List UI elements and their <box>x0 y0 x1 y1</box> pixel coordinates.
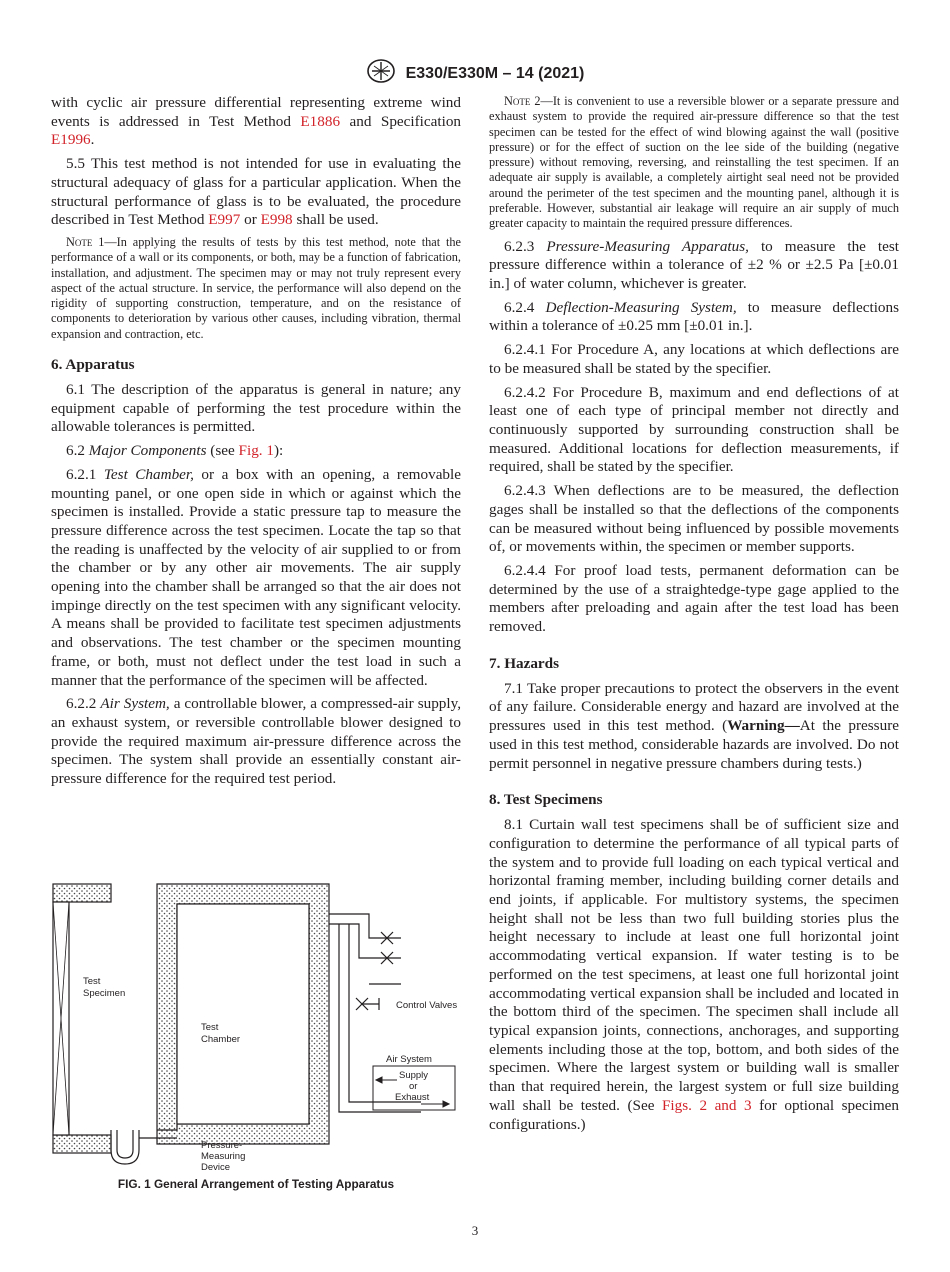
paragraph-6-2-4-3: 6.2.4.3 When deflections are to be measured, the deflection gages shall be installed so that the deflections of the components can be measured without being influenced by possible movements of, or movements within, the specimen or member supports. <box>489 482 899 556</box>
astm-logo-icon <box>366 58 396 89</box>
note-1: Note 1—In applying the results of tests by this test method, note that the performance of a wall or its components, or both, may be a function of fabrication, installation, and adjustment. The specimen may or may not truly represent every aspect of the actual structure. In service, the performance will also depend on the rigidity of supporting construction, temperature, and on the resistance of components to deterioration by various other causes, including vibration, thermal expansion and contraction, etc. <box>51 234 461 341</box>
label-exhaust: Exhaust <box>395 1092 430 1103</box>
label-chamber: Chamber <box>201 1034 241 1045</box>
right-column <box>489 94 899 1139</box>
label-chamber-test: Test <box>201 1022 219 1033</box>
label-measuring: Measuring <box>201 1151 246 1162</box>
section-8-heading: 8. Test Specimens <box>489 791 603 809</box>
page-number: 3 <box>471 1223 479 1238</box>
paragraph-6-2-4-2: 6.2.4.2 For Procedure B, maximum and end deflections of at least one of each type of principal member not directly and continuously supported by surrounding construction shall be measured. Additional locations for deflection measurements, if required, shall be stated by the specifier. <box>489 383 899 476</box>
paragraph-6-2-2: 6.2.2 Air System, a controllable blower, a compressed-air supply, an exhaust system, or reversible controllable blower designed to provide the required maximum air-pressure difference across the specimen. The system shall provide an essentially constant air-pressure difference for the required test period. <box>51 695 462 788</box>
section-7-heading: 7. Hazards <box>489 654 560 672</box>
paragraph-6-2-3: 6.2.3 Pressure-Measuring Apparatus, to measure the test pressure difference within a tolerance of ±2 % or ±2.5 Pa [±0.01 in.] of water column, whichever is greater. <box>489 237 900 293</box>
paragraph-7-1: 7.1 Take proper precautions to protect the observers in the event of any failure. Considerable energy and hazard are involved at the pressures used in this test method. (Warning—At the pressure used in this test method, considerable hazards are involved. Do not permit personnel in negative pressure chambers during tests.) <box>489 679 899 772</box>
standard-designation: E330/E330M – 14 (2021) <box>405 64 585 82</box>
label-air-system: Air System <box>386 1054 432 1065</box>
paragraph-6-1: 6.1 The description of the apparatus is general in nature; any equipment capable of performing the test procedure within the allowable tolerances is permitted. <box>51 381 461 436</box>
link-e997[interactable]: E997 <box>208 211 241 229</box>
paragraph-5-4-continued: with cyclic air pressure differential representing extreme wind events is addressed in Test Method E1886 and Specification E1996. <box>51 94 462 149</box>
paragraph-6-2-4-1: 6.2.4.1 For Procedure A, any locations at which deflections are to be measured shall be stated by the specifier. <box>489 341 899 377</box>
paragraph-6-2-4-4: 6.2.4.4 For proof load tests, permanent deformation can be determined by the use of a straightedge-type gage applied to the members after preloading and again after the test load has been removed. <box>489 561 899 636</box>
label-test: Test <box>83 976 101 987</box>
label-control-valves: Control Valves <box>396 1000 458 1011</box>
link-figs-2-and-3[interactable]: Figs. 2 and 3 <box>661 1096 752 1114</box>
section-6-heading: 6. Apparatus <box>51 356 135 373</box>
note-2: Note 2—It is convenient to use a reversible blower or a separate pressure and exhaust system to provide the required air-pressure difference so that the test specimen can be tested for the effect of wind blowing against the wall (positive pressure) or for the effect of suction on the lee side of the building (negative pressure) without removing, reversing, and reinstalling the test specimen. If an adequate air supply is available, a completely airtight seal need not be provided around the perimeter of the test specimen and the mounting panel, although it is preferable. However, substantial air leakage will require an air supply of much greater capacity to maintain the required pressure differences. <box>489 94 899 231</box>
control-valve-icons <box>356 932 393 1010</box>
link-fig-1[interactable]: Fig. 1 <box>238 442 274 460</box>
label-supply: Supply <box>399 1070 429 1081</box>
left-column <box>51 94 461 794</box>
page-header <box>0 58 950 89</box>
air-ducts <box>329 914 421 1112</box>
label-device: Device <box>201 1162 231 1173</box>
test-chamber <box>157 884 329 1144</box>
label-or: or <box>409 1081 418 1092</box>
paragraph-6-2-1: 6.2.1 Test Chamber, or a box with an opening, a removable mounting panel, or one open side in which or against which the specimen is installed. Provide a static pressure tap to measure the pressure difference across the test specimen. Locate the tap so that the reading is unaffected by the velocity of air supplied to or from the chamber or by any other air movements. The air supply opening into the chamber shall be arranged so that the air does not impinge directly on the test specimen with any significant velocity. A means shall be provided to facilitate test specimen adjustments and observations. The test chamber or the specimen mounting frame, or both, must not deflect under the test load in such a manner that the performance of the specimen will be affected. <box>51 465 461 689</box>
paragraph-8-1: 8.1 Curtain wall test specimens shall be of sufficient size and configuration to determine the performance of all typical parts of the system and to provide full loading on each typical vertical and horizontal framing member, including building corner details and end joints, if applicable. For multistory systems, the specimen height shall not be less than two full building stories plus the height necessary to include at least one full horizontal joint accommodating vertical expansion. If water testing is to be performed on the test specimens, at least one full horizontal joint accommodating vertical expansion shall be included and located in the bottom third of the specimen. The specimen shall include all typical expansion joints, connections, anchorages, and supporting elements including those at the top, bottom, and both sides of the specimen. Where the largest system or building wall is smaller than that required herein, the largest system or full size building wall shall be tested. (See Figs. 2 and 3 for optional specimen configurations.) <box>489 816 899 1133</box>
figure-1-caption: FIG. 1 General Arrangement of Testing Apparatus <box>117 1177 395 1191</box>
paragraph-5-5: 5.5 This test method is not intended for use in evaluating the structural adequacy of glass for a particular application. When the structural performance of glass is to be evaluated, the procedure described in Test Method E997 or E998 shall be used. <box>51 155 461 229</box>
label-specimen: Specimen <box>83 988 126 999</box>
link-e1996[interactable]: E1996 <box>51 131 91 149</box>
link-e1886[interactable]: E1886 <box>300 112 341 130</box>
figure-1-diagram <box>51 880 461 1175</box>
paragraph-6-2-4: 6.2.4 Deflection-Measuring System, to measure deflections within a tolerance of ±0.25 mm [±0.01 in.]. <box>489 298 900 335</box>
paragraph-6-2: 6.2 Major Components (see Fig. 1): <box>66 442 284 460</box>
link-e998[interactable]: E998 <box>260 211 293 229</box>
label-pressure: Pressure- <box>201 1140 243 1151</box>
test-specimen-wall <box>53 884 111 1153</box>
